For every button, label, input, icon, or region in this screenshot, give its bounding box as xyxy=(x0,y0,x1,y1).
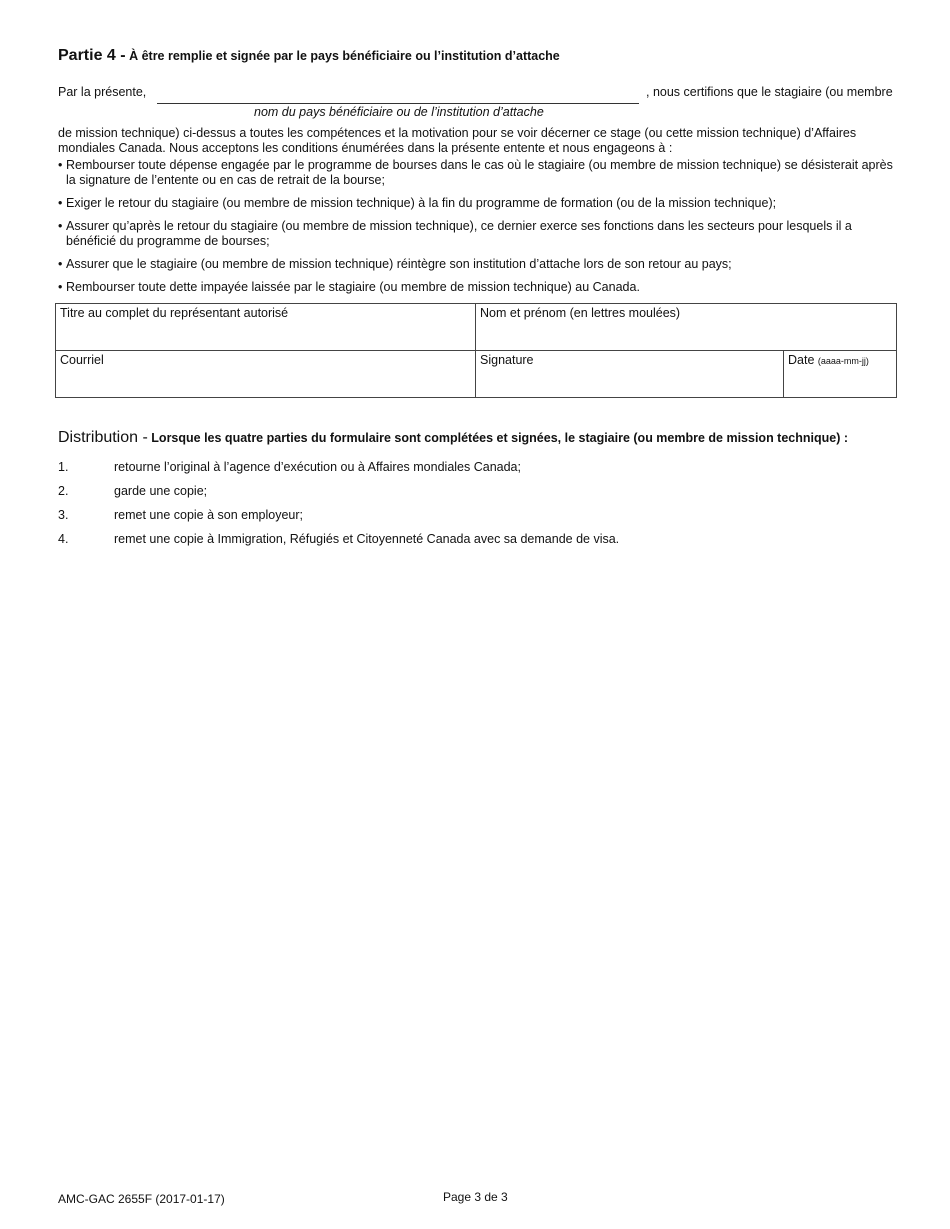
distribution-heading xyxy=(58,430,848,446)
representative-title-field[interactable] xyxy=(56,304,476,351)
item-number: 2. xyxy=(58,484,69,498)
part4-heading xyxy=(58,48,560,64)
part4-heading-part: Partie 4 - xyxy=(58,47,126,64)
institution-name-field[interactable] xyxy=(157,103,639,104)
list-item xyxy=(58,532,858,556)
date-format-hint: (aaaa-mm-jj) xyxy=(817,356,869,366)
bullet-icon: • xyxy=(58,158,63,172)
bullet-icon: • xyxy=(58,196,63,210)
bullet-icon: • xyxy=(58,257,63,271)
signature-label: Signature xyxy=(480,353,534,367)
institution-field-caption-text: nom du pays bénéficiaire ou de l’institution d’attache xyxy=(254,105,544,119)
item-number: 3. xyxy=(58,508,69,522)
list-item xyxy=(58,484,858,508)
form-code: AMC-GAC 2655F (2017-01-17) xyxy=(58,1192,225,1206)
intro-suffix: , nous certifions que le stagiaire (ou membre xyxy=(646,85,893,99)
full-name-field[interactable] xyxy=(476,304,897,351)
item-text: remet une copie à son employeur; xyxy=(114,508,303,522)
intro-continuation: de mission technique) ci-dessus a toutes les compétences et la motivation pour se voir décerner ce stage (ou cette mission technique) d’Affaires mondiales Canada. Nous acceptons les conditions énumérées dans la présente entente et nous engageons à : xyxy=(58,126,857,155)
institution-field-caption xyxy=(157,105,927,120)
list-item xyxy=(58,158,900,188)
list-item xyxy=(58,257,900,272)
part4-heading-desc: À être remplie et signée par le pays bénéficiaire ou l’institution d’attache xyxy=(129,49,560,63)
list-item-text: Assurer qu’après le retour du stagiaire (ou membre de mission technique), ce dernier exerce ses fonctions dans les secteurs pour lesquels il a bénéficié du programme de bourses; xyxy=(66,219,852,248)
item-text: garde une copie; xyxy=(114,484,208,498)
date-field[interactable] xyxy=(784,351,897,398)
signature-table xyxy=(55,303,897,398)
list-item xyxy=(58,508,858,532)
bullet-icon: • xyxy=(58,219,63,233)
item-number: 4. xyxy=(58,532,69,546)
distribution-heading-part: Distribution - xyxy=(58,429,148,446)
list-item-text: Assurer que le stagiaire (ou membre de mission technique) réintègre son institution d’attache lors de son retour au pays; xyxy=(66,257,732,271)
list-item-text: Exiger le retour du stagiaire (ou membre de mission technique) à la fin du programme de formation (ou de la mission technique); xyxy=(66,196,777,210)
list-item xyxy=(58,219,900,249)
date-label: Date xyxy=(788,353,815,367)
item-text: remet une copie à Immigration, Réfugiés et Citoyenneté Canada avec sa demande de visa. xyxy=(114,532,620,546)
page-number: Page 3 de 3 xyxy=(443,1190,508,1204)
list-item-text: Rembourser toute dette impayée laissée par le stagiaire (ou membre de mission technique) au Canada. xyxy=(66,280,640,294)
intro-prefix: Par la présente, xyxy=(58,85,147,99)
email-field[interactable] xyxy=(56,351,476,398)
distribution-heading-desc: Lorsque les quatre parties du formulaire sont complétées et signées, le stagiaire (ou membre de mission technique) : xyxy=(151,431,849,445)
list-item-text: Rembourser toute dépense engagée par le programme de bourses dans le cas où le stagiaire (ou membre de mission technique) se désisterait après la signature de l’entente ou en cas de retrait de la bourse; xyxy=(66,158,893,187)
list-item xyxy=(58,460,858,484)
full-name-label: Nom et prénom (en lettres moulées) xyxy=(480,306,681,320)
representative-title-label: Titre au complet du représentant autorisé xyxy=(60,306,289,320)
email-label: Courriel xyxy=(60,353,104,367)
item-number: 1. xyxy=(58,460,69,474)
bullet-icon: • xyxy=(58,280,63,294)
list-item xyxy=(58,196,900,211)
item-text: retourne l’original à l’agence d’exécution ou à Affaires mondiales Canada; xyxy=(114,460,521,474)
commitments-list xyxy=(58,158,900,303)
list-item xyxy=(58,280,900,295)
signature-field[interactable] xyxy=(476,351,784,398)
distribution-list xyxy=(58,460,858,556)
